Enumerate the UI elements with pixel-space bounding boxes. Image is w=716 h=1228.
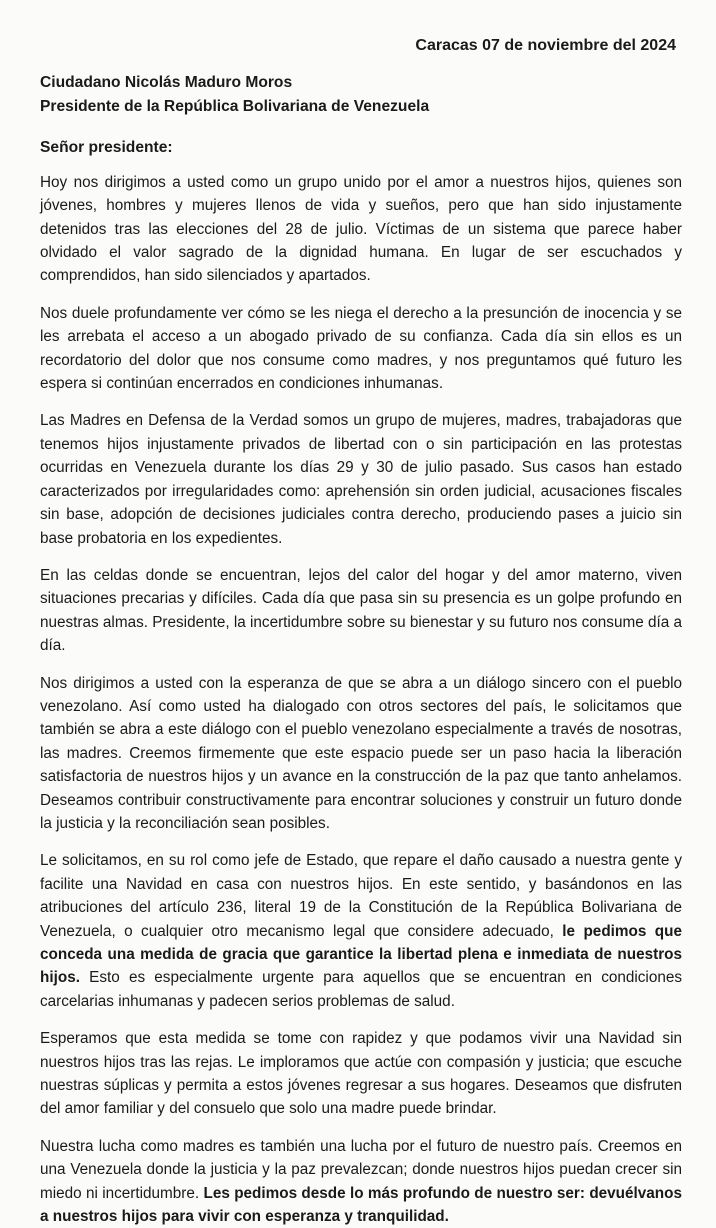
paragraph-4: En las celdas donde se encuentran, lejos del calor del hogar y del amor materno, viven situaciones precarias y difíciles. Cada día que pasa sin su presencia es un golpe profundo en nuestras almas. Presidente, la incertidumbre sobre su bienestar y su futuro nos consume día a día. [40,566,682,655]
paragraph-6 [40,849,682,1013]
paragraph-2: Nos duele profundamente ver cómo se les niega el derecho a la presunción de inocencia y se les arrebata el acceso a un abogado privado de su confianza. Cada día sin ellos es un recordatorio del dolor que nos consume como madres, y nos preguntamos qué futuro les espera si continúan encerrados en condiciones inhumanas. [40,304,682,393]
paragraph-8-text-a: Nuestra lucha como madres es también una lucha por el futuro de nuestro país. Creemos en una Venezuela donde la justicia y la paz prevalezcan; donde nuestros hijos puedan crecer sin miedo ni incertidumbre. [40,1137,682,1202]
paragraph-8-emphasis: Les pedimos desde lo más profundo de nuestro ser: devuélvanos a nuestros hijos para vivir con esperanza y tranquilidad. [40,1184,682,1226]
addressee-title: Presidente de la República Bolivariana de Venezuela [40,98,430,116]
paragraph-6-emphasis: le pedimos que conceda una medida de gracia que garantice la libertad plena e inmediata de nuestros hijos. [40,922,682,987]
paragraph-6-text-c: Esto es especialmente urgente para aquellos que se encuentran en condiciones carcelarias inhumanas y padecen serios problemas de salud. [40,969,682,1010]
paragraph-7: Esperamos que esta medida se tome con rapidez y que podamos vivir una Navidad sin nuestros hijos tras las rejas. Le imploramos que actúe con compasión y justicia; que escuche nuestras súplicas y permita a estos jóvenes regresar a sus hogares. Deseamos que disfruten del amor familiar y del consuelo que solo una madre puede brindar. [40,1030,682,1118]
paragraph-6-text-a: Le solicitamos, en su rol como jefe de Estado, que repare el daño causado a nuestra gente y facilite una Navidad en casa con nuestros hijos. En este sentido, y basándonos en las atribuciones del artículo 236, literal 19 de la Constitución de la República Bolivariana de Venezuela, o cualquier otro mecanismo legal que considere adecuado, [40,852,682,940]
paragraph-1: Hoy nos dirigimos a usted como un grupo unido por el amor a nuestros hijos, quienes son jóvenes, hombres y mujeres llenos de vida y sueños, pero que han sido injustamente detenidos tras las elecciones del 28 de julio. Víctimas de un sistema que parece haber olvidado el valor sagrado de la dignidad humana. En lugar de ser escuchados y comprendidos, han sido silenciados y apartados. [40,173,682,285]
salutation: Señor presidente: [40,139,173,157]
paragraph-3: Las Madres en Defensa de la Verdad somos un grupo de mujeres, madres, trabajadoras que tenemos hijos injustamente privados de libertad con o sin participación en las protestas ocurridas en Venezuela durante los días 29 y 30 de julio pasado. Sus casos han estado caracterizados por irregularidades como: aprehensión sin orden judicial, acusaciones fiscales sin base, adopción de decisiones judiciales contra derecho, produciendo pases a juicio sin base probatoria en los expedientes. [40,412,682,547]
paragraph-8 [40,1135,682,1228]
paragraph-5: Nos dirigimos a usted con la esperanza de que se abra a un diálogo sincero con el pueblo venezolano. Así como usted ha dialogado con otros sectores del país, le solicitamos que también se abra a este diálogo con el pueblo venezolano especialmente a través de nosotras, las madres. Creemos firmemente que este espacio puede ser un paso hacia la liberación satisfactoria de nuestros hijos y un avance en la construcción de la paz que tanto anhelamos. Deseamos contribuir constructivamente para encontrar soluciones y construir un futuro donde la justicia y la reconciliación sean posibles. [40,674,682,832]
addressee-block [40,71,684,119]
addressee-name: Ciudadano Nicolás Maduro Moros [40,74,293,92]
letter-body [40,171,682,1228]
letter-date: Caracas 07 de noviembre del 2024 [415,37,676,54]
